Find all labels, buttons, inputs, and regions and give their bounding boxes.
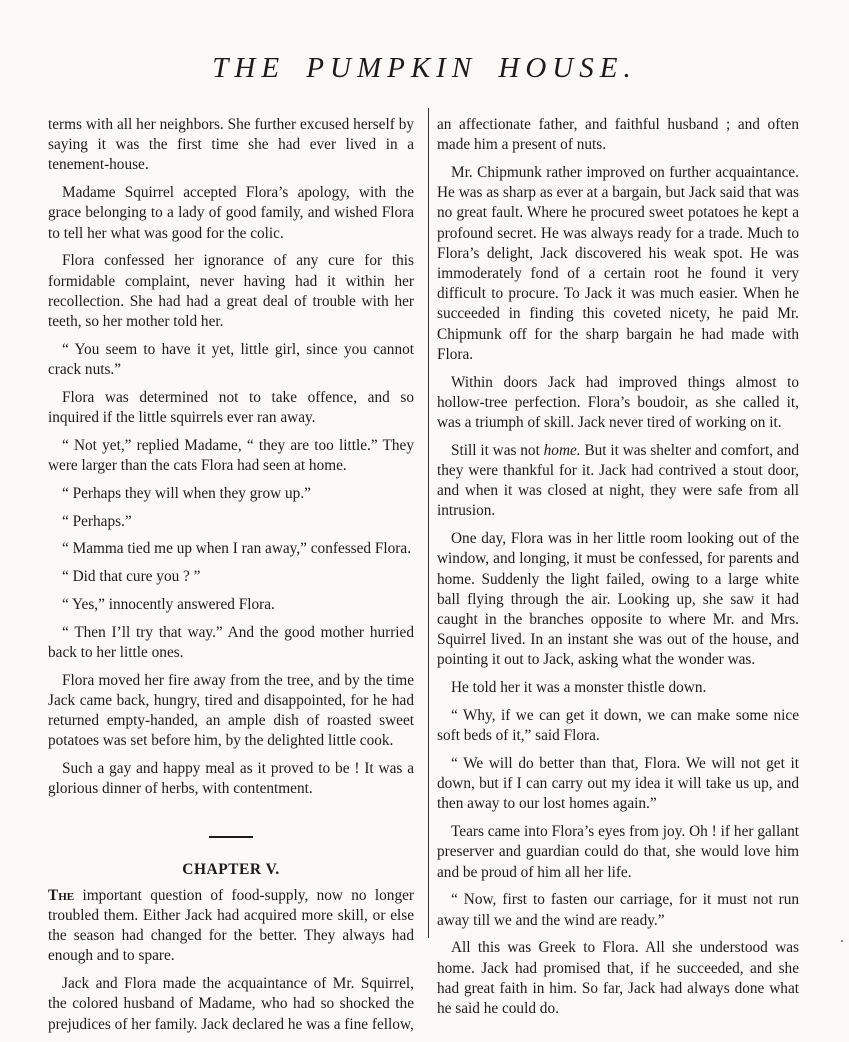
paragraph-text: important question of food-supply, now no longer troubled them. Either Jack had acquired more skill, or else the season had changed for the better. They always had enough and to spare. xyxy=(48,886,414,965)
paragraph: “ You seem to have it yet, little girl, since you cannot crack nuts.” xyxy=(48,340,414,379)
italic-word: home. xyxy=(543,441,581,459)
paragraph xyxy=(437,441,799,522)
paragraph: “ Now, first to fasten our carriage, for it must not run away till we and the wind are ready.” xyxy=(437,891,799,929)
paragraph: terms with all her neighbors. She further excused herself by saying it was the first time she had ever lived in a tenement-house. xyxy=(48,116,414,174)
paragraph: “ Then I’ll try that way.” And the good mother hurried back to her little ones. xyxy=(48,623,414,661)
paragraph: Madame Squirrel accepted Flora’s apology, with the grace belonging to a lady of good family, and wished Flora to tell her what was good for the colic. xyxy=(48,184,414,242)
paragraph: “ Not yet,” replied Madame, “ they are too little.” They were larger than the cats Flora had seen at home. xyxy=(48,436,414,475)
paragraph xyxy=(48,886,414,967)
page-title: THE PUMPKIN HOUSE. xyxy=(212,52,637,84)
paragraph: Mr. Chipmunk rather improved on further acquaintance. He was as sharp as ever at a bargain, but Jack said that was no great fault. Where he procured sweet potatoes he kept a profound secret. He was always ready for a trade. Much to Flora’s delight, Jack discovered his weak spot. He was immoderately fond of a certain root he found it very difficult to procure. To Jack it was much easier. When he succeeded in finding this coveted nicety, he paid Mr. Chipmunk off for the sharp bargain he had made with Flora. xyxy=(437,164,799,363)
paragraph-text: Still it was not xyxy=(451,441,544,459)
paragraph: Such a gay and happy meal as it proved to be ! It was a glorious dinner of herbs, with contentment. xyxy=(48,760,414,798)
paragraph: “ Mamma tied me up when I ran away,” confessed Flora. xyxy=(62,540,412,558)
paragraph: Flora moved her fire away from the tree, and by the time Jack came back, hungry, tired and disappointed, for he had returned empty-handed, an ample dish of roasted sweet potatoes was set before him, by the delighted little cook. xyxy=(48,671,414,750)
paragraph: One day, Flora was in her little room looking out of the window, and longing, it must be confessed, for parents and home. Suddenly the light failed, owing to a large white ball flying through the air. Looking up, she saw it had caught in the branches opposite to where Mr. and Mrs. Squirrel lived. In an instant she was out of the house, and pointing it out to Jack, asking what the wonder was. xyxy=(437,530,799,669)
page-edge-mark xyxy=(841,940,843,942)
paragraph-text: But it was shelter and comfort, and they were thankful for it. Jack had contrived a stout door, and when it was closed at night, they were safe from all intrusion. xyxy=(437,441,799,520)
paragraph: Jack and Flora made the acquaintance of Mr. Squirrel, the colored husband of Madame, who had so shocked the prejudices of her family. Jack declared he was a fine fellow, xyxy=(48,975,414,1033)
paragraph: an affectionate father, and faithful husband ; and often made him a present of nuts. xyxy=(437,116,799,154)
paragraph: Flora was determined not to take offence, and so inquired if the little squirrels ever ran away. xyxy=(48,388,414,427)
paragraph: “ Yes,” innocently answered Flora. xyxy=(62,596,275,613)
chapter-heading: CHAPTER V. xyxy=(182,860,280,878)
paragraph: “ Did that cure you ? ” xyxy=(62,568,201,586)
paragraph: He told her it was a monster thistle down. xyxy=(451,679,707,697)
right-column xyxy=(437,115,799,1027)
paragraph: Tears came into Flora’s eyes from joy. Oh ! if her gallant preserver and guardian could do that, she would love him and be proud of him all her life. xyxy=(437,823,799,881)
paragraph: “ Why, if we can get it down, we can make some nice soft beds of it,” said Flora. xyxy=(437,707,799,745)
left-column xyxy=(48,115,414,1042)
paragraph: Within doors Jack had improved things almost to hollow-tree perfection. Flora’s boudoir, as she called it, was a triumph of skill. Jack never tired of working on it. xyxy=(437,373,799,432)
section-ornament xyxy=(209,836,253,838)
paragraph: All this was Greek to Flora. All she understood was home. Jack had promised that, if he succeeded, and she had great faith in him. So far, Jack had always done what he said he could do. xyxy=(437,939,799,1018)
paragraph: “ We will do better than that, Flora. We will not get it down, but if I can carry out my idea it will take us up, and then away to our lost homes again.” xyxy=(437,755,799,813)
column-divider xyxy=(428,108,429,938)
lead-word: The xyxy=(48,886,75,904)
paragraph: “ Perhaps.” xyxy=(62,512,132,530)
paragraph: “ Perhaps they will when they grow up.” xyxy=(62,484,311,502)
paragraph: Flora confessed her ignorance of any cure for this formidable complaint, never having had it within her recollection. She had had a great deal of trouble with her teeth, so her mother told her. xyxy=(48,252,414,331)
